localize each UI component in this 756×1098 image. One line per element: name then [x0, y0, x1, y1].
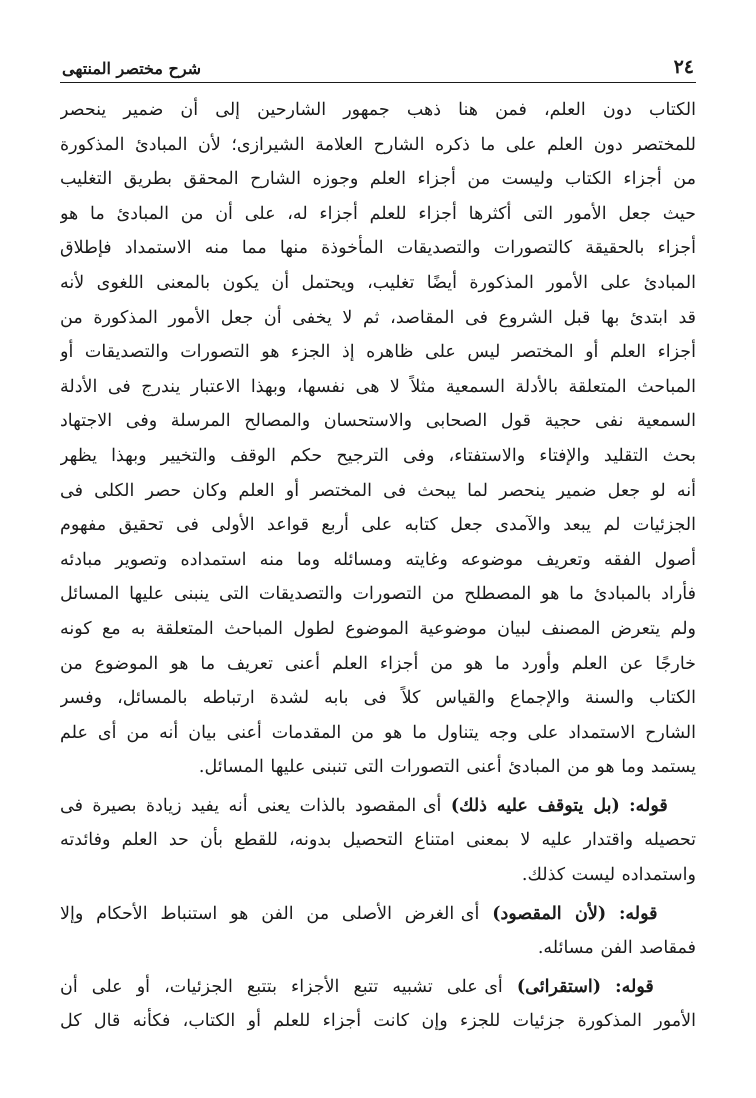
running-title: شرح مختصر المنتهى: [62, 59, 202, 78]
quoted-phrase: (استقرائى): [516, 976, 602, 997]
text-line: أجزاء العلم أو المختصر ليس على ظاهره إذ الجزء هو التصورات والتصديقات أو: [60, 342, 696, 363]
text-line: قد ابتدئ بها قبل الشروع فى المقاصد، ثم لا يخفى أن جعل الأمور المذكورة من: [60, 307, 696, 328]
qawluhu-label: قوله:: [629, 795, 668, 816]
text-line: أنه لو جعل ضمير ينحصر لما يبحث فى المختصر أو العلم وكان حصر الكلى فى: [60, 480, 696, 501]
text-line: أجزاء بالحقيقة كالتصورات والتصديقات المأخوذة منها مما منه الاستمداد فإطلاق: [60, 238, 696, 259]
text-line: المبادئ على الأمور المذكورة أيضًا تغليب، ويحتمل أن يكون بالمعنى اللغوى لأنه: [60, 272, 696, 293]
text-line: [60, 897, 696, 932]
qawluhu-label: قوله:: [618, 903, 658, 924]
text-line: من أجزاء الكتاب وليست من أجزاء العلم وجوزه الشارح المحقق بطريق التغليب: [60, 169, 696, 190]
paragraph-2: [60, 789, 696, 893]
commentary-text: أى الغرض الأصلى من الفن هو استنباط الأحكام وإلا: [60, 903, 480, 924]
document-page: [60, 50, 696, 1039]
text-line: يستمد وما هو من المبادئ أعنى التصورات التى تنبنى عليها المسائل.: [198, 757, 696, 778]
text-line: خارجًا عن العلم وأورد ما هو من أجزاء العلم أعنى تعريف ما هو الموضوع من: [60, 653, 696, 674]
quoted-phrase: (لأن المقصود): [492, 903, 607, 924]
paragraph-4: [60, 970, 696, 1039]
quoted-phrase: (بل يتوقف عليه ذلك): [450, 795, 620, 816]
text-line: [60, 789, 696, 824]
page-header: [60, 50, 696, 83]
text-line: الجزئيات لم يبعد والآمدى جعل كتابه على أربع قواعد الأولى فى تحقيق مفهوم: [60, 515, 696, 536]
text-line: الكتاب والسنة والإجماع والقياس كلاً فى بابه لشدة ارتباطه بالمسائل، وفسر: [60, 688, 696, 709]
text-line: فأراد بالمبادئ ما هو المصطلح من التصورات والتصديقات التى ينبنى عليها المسائل: [60, 584, 696, 605]
text-line: للمختصر دون العلم على ما ذكره الشارح العلامة الشيرازى؛ لأن المبادئ المذكورة: [60, 134, 696, 155]
text-line: الشارح الاستمداد على وجه يتناول ما هو من المقدمات أعنى بيان أنه من أى علم: [60, 722, 696, 743]
text-line: الأمور المذكورة جزئيات للجزء وإن كانت أجزاء للعلم أو الكتاب، فكأنه قال كل: [60, 1011, 696, 1032]
text-line: السمعية نفى حجية قول الصحابى والاستحسان والمصالح المرسلة وفى الاجتهاد: [60, 411, 696, 432]
text-line: فمقاصد الفن مسائله.: [537, 938, 696, 959]
qawluhu-label: قوله:: [615, 976, 654, 997]
text-line: أصول الفقه وتعريف موضوعه وغايته ومسائله وما منه استمداده وتصوير مبادئه: [60, 549, 696, 570]
text-line: واستمداده ليست كذلك.: [521, 865, 696, 886]
text-line: [60, 970, 696, 1005]
page-number: ٢٤: [673, 56, 694, 78]
text-line: تحصيله واقتدار عليه لا بمعنى امتناع التحصيل بدونه، للقطع بأن حد العلم وفائدته: [60, 830, 696, 851]
commentary-text: أى على تشبيه تتبع الأجزاء بتتبع الجزئيات، أو على أن: [60, 976, 503, 997]
body-text: [60, 93, 696, 1039]
paragraph-3: [60, 897, 696, 966]
text-line: المباحث المتعلقة بالأدلة السمعية مثلاً لا هى نفسها، وبهذا الاعتبار يندرج فى الأدلة: [60, 376, 696, 397]
commentary-text: أى المقصود بالذات يعنى أنه يفيد زيادة بصيرة فى: [60, 795, 442, 816]
text-line: بحث التقليد والإفتاء والاستفتاء، وفى الترجيح حكم الوقف والتخيير وبهذا يظهر: [60, 445, 696, 466]
text-line: ولم يتعرض المصنف لبيان موضوعية الموضوع لطول المباحث المتعلقة به مع كونه: [60, 618, 696, 639]
paragraph-1: [60, 93, 696, 785]
text-line: حيث جعل الأمور التى أكثرها أجزاء للعلم أجزاء له، على أن من المبادئ ما هو: [60, 203, 696, 224]
text-line: الكتاب دون العلم، فمن هنا ذهب جمهور الشارحين إلى أن ضمير ينحصر: [60, 100, 696, 120]
